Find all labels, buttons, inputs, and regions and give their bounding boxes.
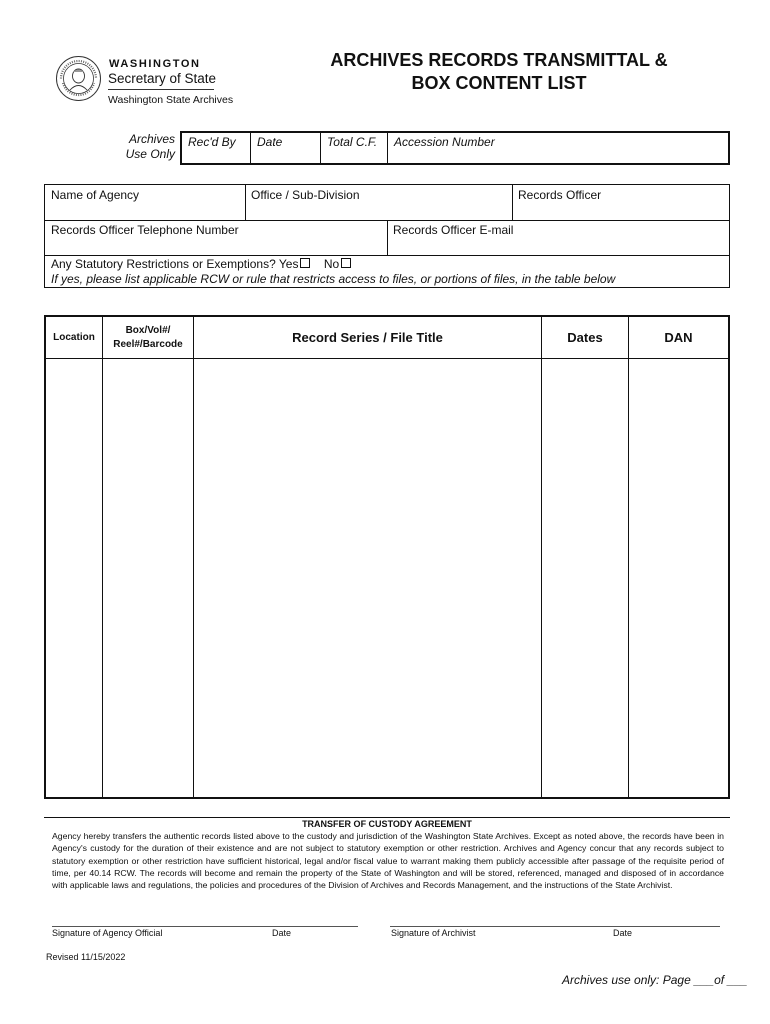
org-divider <box>108 89 214 90</box>
archives-use-only-label <box>96 132 175 162</box>
column-header-box-line1: Box/Vol#/ <box>125 324 171 336</box>
archivist-signature-label: Signature of Archivist <box>391 928 476 938</box>
archives-label-line2: Use Only <box>125 147 175 161</box>
name-of-agency-label: Name of Agency <box>51 188 140 202</box>
recd-by-field[interactable] <box>182 133 250 163</box>
records-officer-label: Records Officer <box>518 188 602 202</box>
divider <box>45 255 729 256</box>
archivist-signature-line[interactable] <box>390 926 720 927</box>
revised-date: Revised 11/15/2022 <box>46 952 126 962</box>
date-label: Date <box>257 135 283 149</box>
office-subdivision-label: Office / Sub-Division <box>251 188 360 202</box>
restrictions-question-text: Any Statutory Restrictions or Exemptions? <box>51 257 276 271</box>
document-title-line1: ARCHIVES RECORDS TRANSMITTAL & <box>330 50 668 70</box>
custody-agreement-text: Agency hereby transfers the authentic records listed above to the custody and jurisdiction of the Washington State Archives. Except as noted above, the records have been in Agency's custody for the duration of their existence and are not subject to statutory exemption or other restriction. Archives and Agency concur that any records subject to statutory exemption or other restriction have sufficient historical, legal and/or fiscal value to warrant making them publicly accessible after passage of the requisite period of time, per 40.14 RCW. The records will become and remain the property of the State of Washington and will be stored, referenced, managed and disposed of in accordance with applicable laws and regulations, the policies and procedures of the Division of Archives and Records Management, and the instructions of the State Archivist. <box>52 831 724 891</box>
table-body-entry-area[interactable] <box>46 359 728 797</box>
box-content-table <box>44 315 730 799</box>
org-name-secretary: Secretary of State <box>108 71 217 86</box>
column-header-box-line2: Reel#/Barcode <box>113 338 183 350</box>
restrictions-note: If yes, please list applicable RCW or rule that restricts access to files, or portions of files, in the table below <box>51 272 616 286</box>
total-cf-field[interactable] <box>321 133 387 163</box>
agency-signature-line[interactable] <box>52 926 358 927</box>
email-label: Records Officer E-mail <box>393 223 514 237</box>
no-checkbox[interactable] <box>341 258 351 268</box>
page-number-note: Archives use only: Page ___of ___ <box>562 973 748 987</box>
transfer-of-custody-section <box>44 818 730 891</box>
accession-number-label: Accession Number <box>394 135 495 149</box>
state-seal-logo <box>55 55 102 102</box>
archives-use-only-box <box>180 131 730 165</box>
custody-title: TRANSFER OF CUSTODY AGREEMENT <box>302 819 472 829</box>
yes-label: Yes <box>278 257 299 271</box>
document-title-line2: BOX CONTENT LIST <box>411 73 587 93</box>
no-label: No <box>323 257 340 271</box>
yes-checkbox[interactable] <box>300 258 310 268</box>
divider <box>512 185 513 220</box>
column-header-dan: DAN <box>664 330 693 345</box>
divider <box>44 817 730 818</box>
telephone-label: Records Officer Telephone Number <box>51 223 239 237</box>
column-header-record-series: Record Series / File Title <box>292 330 443 345</box>
date-field[interactable] <box>251 133 320 163</box>
agency-info-box <box>44 184 730 288</box>
agency-date-label: Date <box>272 928 292 938</box>
total-cf-label: Total C.F. <box>327 135 378 149</box>
recd-by-label: Rec'd By <box>188 135 236 149</box>
archives-label-line1: Archives <box>128 132 175 146</box>
agency-signature-label: Signature of Agency Official <box>52 928 163 938</box>
divider <box>387 220 388 255</box>
document-title <box>300 49 698 95</box>
column-header-location: Location <box>53 332 95 343</box>
divider <box>245 185 246 220</box>
accession-number-field[interactable] <box>388 133 728 163</box>
archivist-date-label: Date <box>613 928 633 938</box>
org-name-archives: Washington State Archives <box>108 94 234 106</box>
column-header-box <box>103 317 193 358</box>
column-header-dates: Dates <box>567 330 603 345</box>
org-name-washington: WASHINGTON <box>109 58 201 70</box>
restrictions-question <box>51 257 351 271</box>
